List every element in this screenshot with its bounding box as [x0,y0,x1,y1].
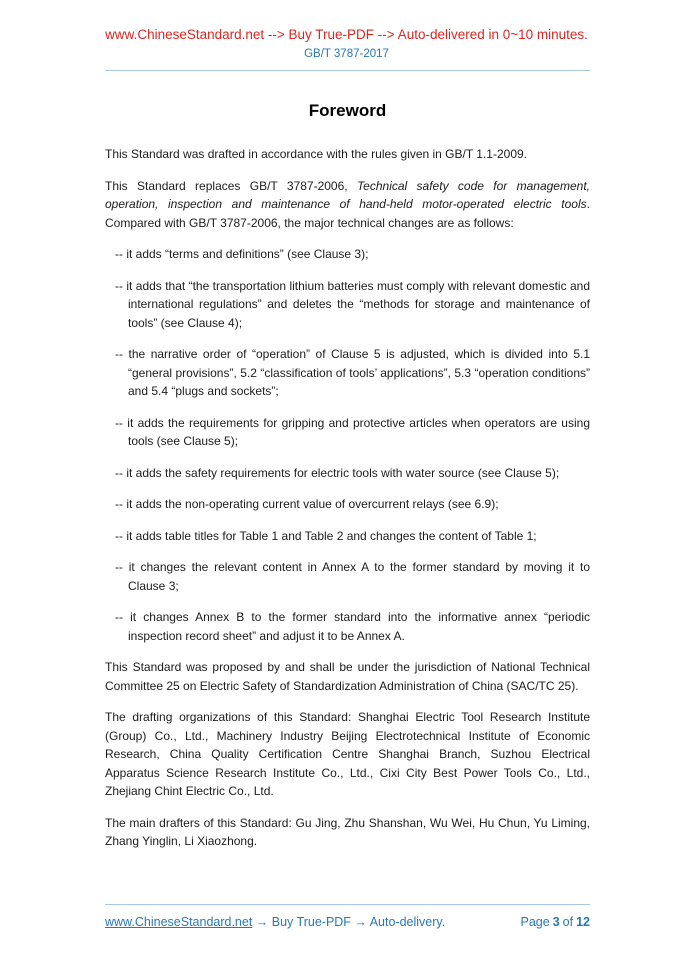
page-indicator [518,914,591,930]
standard-number: GB/T 3787-2017 [304,48,389,60]
footer-tagline: → Buy True-PDF → Auto-delivery. [252,915,446,929]
footer-rule [105,904,590,905]
change-item: -- it adds “terms and definitions” (see Clause 3); [115,247,369,261]
current-page-number: 3 [552,915,560,929]
total-page-number: 12 [576,915,590,929]
change-item: -- it adds the safety requirements for electric tools with water source (see Clause 5); [115,465,560,480]
foreword-paragraph-drafting-organizations: The drafting organizations of this Standard: Shanghai Electric Tool Research Institute (Group) Co., Ltd., Machinery Industry Beijing Electrotechnical Institute of Economic Research, China Quality Certification Centre Shanghai Branch, Suzhou Electrical Apparatus Science Research Institute Co., Ltd., Cixi City Best Power Tools Co., Ltd., Zhejiang Chint Electric Co., Ltd. [105,710,590,798]
replaced-standard-title: Technical safety code for management, operation, inspection and maintenance of hand-held motor-operated electric tools [105,178,590,211]
purchase-banner: www.ChineseStandard.net --> Buy True-PDF --> Auto-delivered in 0~10 minutes. [105,27,588,42]
website-link[interactable]: www.ChineseStandard.net [105,915,253,929]
foreword-paragraph-jurisdiction: This Standard was proposed by and shall be under the jurisdiction of National Technical Committee 25 on Electric Safety of Standardization Administration of China (SAC/TC 25). [105,660,590,693]
foreword-paragraph-intro: This Standard was drafted in accordance with the rules given in GB/T 1.1-2009. [105,147,528,161]
footer-row [105,914,590,930]
foreword-paragraph-replaces [105,177,590,233]
change-item: -- the narrative order of “operation” of Clause 5 is adjusted, which is divided into 5.1 “general provisions”, 5.2 “classification of tools’ applications”, 5.3 “operation conditions” and 5.4 “plugs and sockets”; [115,347,590,398]
footer-left [105,914,445,930]
change-item: -- it changes the relevant content in Annex A to the former standard by moving it to Clause 3; [115,560,590,593]
page-title: Foreword [308,101,387,120]
of-label: of [562,915,574,929]
change-item: -- it changes Annex B to the former standard into the informative annex “periodic inspection record sheet” and adjust it to be Annex A. [115,610,590,643]
page-header [0,0,693,61]
replaces-text-before: This Standard replaces GB/T 3787-2006, [105,178,357,193]
replaces-text-after: . Compared with GB/T 3787-2006, the major technical changes are as follows: [105,197,590,230]
header-rule [105,70,590,71]
technical-changes-list [105,245,590,645]
change-item: -- it adds the non-operating current value of overcurrent relays (see 6.9); [115,497,499,511]
page-label: Page [520,915,550,929]
change-item: -- it adds that “the transportation lithium batteries must comply with relevant domestic and international regulations” and deletes the “methods for storage and maintenance of tools” (see Clause 4); [115,278,590,330]
page-footer [105,904,590,930]
document-body [105,101,590,851]
change-item: -- it adds table titles for Table 1 and Table 2 and changes the content of Table 1; [115,528,537,543]
change-item: -- it adds the requirements for gripping and protective articles when operators are using tools (see Clause 5); [115,415,590,448]
foreword-paragraph-main-drafters: The main drafters of this Standard: Gu Jing, Zhu Shanshan, Wu Wei, Hu Chun, Yu Liming, Zhang Yinglin, Li Xiaozhong. [105,815,590,848]
